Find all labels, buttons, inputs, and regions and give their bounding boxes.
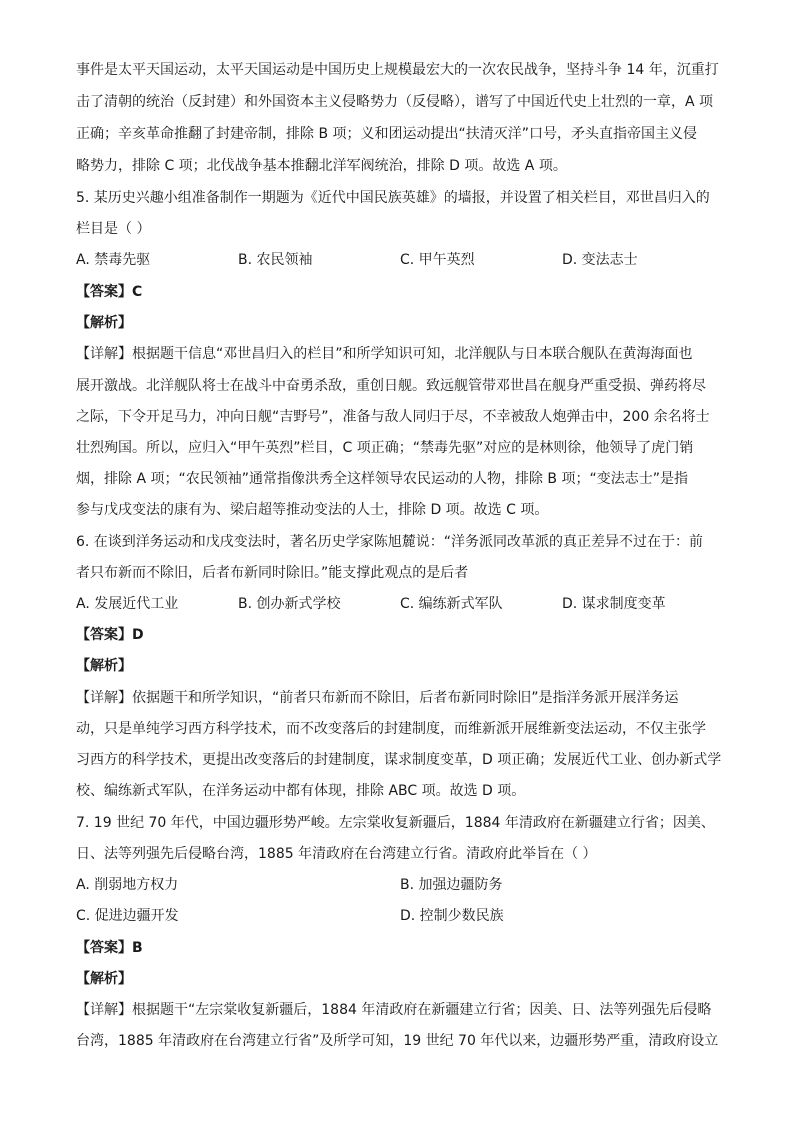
q7-option-c: C. 促进边疆开发 xyxy=(76,908,179,924)
q5-option-a: A. 禁毒先驱 xyxy=(76,252,151,268)
q7-option-a: A. 削弱地方权力 xyxy=(76,877,179,893)
q7-analysis-heading: 【解析】 xyxy=(76,971,132,987)
q5-detail-line-6: 参与戊戌变法的康有为、梁启超等推动变法的人士，排除 D 项。故选 C 项。 xyxy=(76,502,549,518)
q5-detail-line-5: 烟，排除 A 项；“农民领袖”通常指像洪秀全这样领导农民运动的人物，排除 B 项；“变法志士”是指 xyxy=(76,471,688,487)
q6-stem-line-1: 6. 在谈到洋务运动和戊戌变法时，著名历史学家陈旭麓说：“洋务派同改革派的真正差异不过在于：前 xyxy=(76,534,704,550)
q7-option-b: B. 加强边疆防务 xyxy=(400,877,503,893)
q5-option-d: D. 变法志士 xyxy=(562,252,638,268)
q5-detail-line-2: 展开激战。北洋舰队将士在战斗中奋勇杀敌，重创日舰。致远舰管带邓世昌在舰身严重受损、弹药将尽 xyxy=(76,378,706,394)
intro-line-4: 略势力，排除 C 项；北伐战争基本推翻北洋军阀统治，排除 D 项。故选 A 项。 xyxy=(76,158,567,174)
q6-option-a: A. 发展近代工业 xyxy=(76,596,179,612)
q7-detail-line-1: 【详解】根据题干“左宗棠收复新疆后，1884 年清政府在新疆建立行省；因美、日、法等列强先后侵略 xyxy=(76,1002,712,1018)
q6-stem-line-2: 者只布新而不除旧，后者布新同时除旧。”能支撑此观点的是后者 xyxy=(76,565,469,581)
q6-option-b: B. 创办新式学校 xyxy=(238,596,341,612)
q5-detail-line-4: 壮烈殉国。所以，应归入“甲午英烈”栏目，C 项正确；“禁毒先驱”对应的是林则徐，他领导了虎门销 xyxy=(76,440,694,456)
q7-detail-line-2: 台湾，1885 年清政府在台湾建立行省”及所学可知，19 世纪 70 年代以来，边疆形势严重，清政府设立 xyxy=(76,1033,719,1049)
q6-detail-line-2: 动，只是单纯学习西方科学技术，而不改变落后的封建制度，而维新派开展维新变法运动，不仅主张学 xyxy=(76,721,706,737)
q6-detail-line-1: 【详解】依据题干和所学知识，“前者只布新而不除旧，后者布新同时除旧”是指洋务派开展洋务运 xyxy=(76,690,679,706)
q7-stem-line-2: 日、法等列强先后侵略台湾，1885 年清政府在台湾建立行省。清政府此举旨在（ ） xyxy=(76,846,597,862)
q7-answer: 【答案】B xyxy=(76,940,143,956)
q6-detail-line-4: 校、编练新式军队，在洋务运动中都有体现，排除 ABC 项。故选 D 项。 xyxy=(76,783,526,799)
q5-option-b: B. 农民领袖 xyxy=(238,252,313,268)
q7-option-d: D. 控制少数民族 xyxy=(400,908,504,924)
q6-option-d: D. 谋求制度变革 xyxy=(562,596,666,612)
intro-line-3: 正确；辛亥革命推翻了封建帝制，排除 B 项；义和团运动提出“扶清灭洋”口号，矛头直指帝国主义侵 xyxy=(76,126,698,142)
q5-stem-line-2: 栏目是（ ） xyxy=(76,221,151,237)
q5-detail-line-1: 【详解】根据题干信息“邓世昌归入的栏目”和所学知识可知，北洋舰队与日本联合舰队在黄海海面也 xyxy=(76,346,693,362)
q6-analysis-heading: 【解析】 xyxy=(76,658,132,674)
intro-line-1: 事件是太平天国运动，太平天国运动是中国历史上规模最宏大的一次农民战争，坚持斗争 14 年，沉重打 xyxy=(76,62,719,78)
q5-analysis-heading: 【解析】 xyxy=(76,315,132,331)
q5-option-c: C. 甲午英烈 xyxy=(400,252,475,268)
q5-stem-line-1: 5. 某历史兴趣小组准备制作一期题为《近代中国民族英雄》的墙报，并设置了相关栏目，邓世昌归入的 xyxy=(76,190,710,206)
q6-answer: 【答案】D xyxy=(76,627,144,643)
q5-detail-line-3: 之际，下令开足马力，冲向日舰“吉野号”，准备与敌人同归于尽，不幸被敌人炮弹击中，200 余名将士 xyxy=(76,409,710,425)
q7-stem-line-1: 7. 19 世纪 70 年代，中国边疆形势严峻。左宗棠收复新疆后，1884 年清政府在新疆建立行省；因美、 xyxy=(76,815,715,831)
q5-answer: 【答案】C xyxy=(76,284,143,300)
intro-line-2: 击了清朝的统治（反封建）和外国资本主义侵略势力（反侵略），谱写了中国近代史上壮烈的一章，A 项 xyxy=(76,94,714,110)
q6-detail-line-3: 习西方的科学技术，更提出改变落后的封建制度，谋求制度变革，D 项正确；发展近代工业、创办新式学 xyxy=(76,752,722,768)
q6-option-c: C. 编练新式军队 xyxy=(400,596,503,612)
